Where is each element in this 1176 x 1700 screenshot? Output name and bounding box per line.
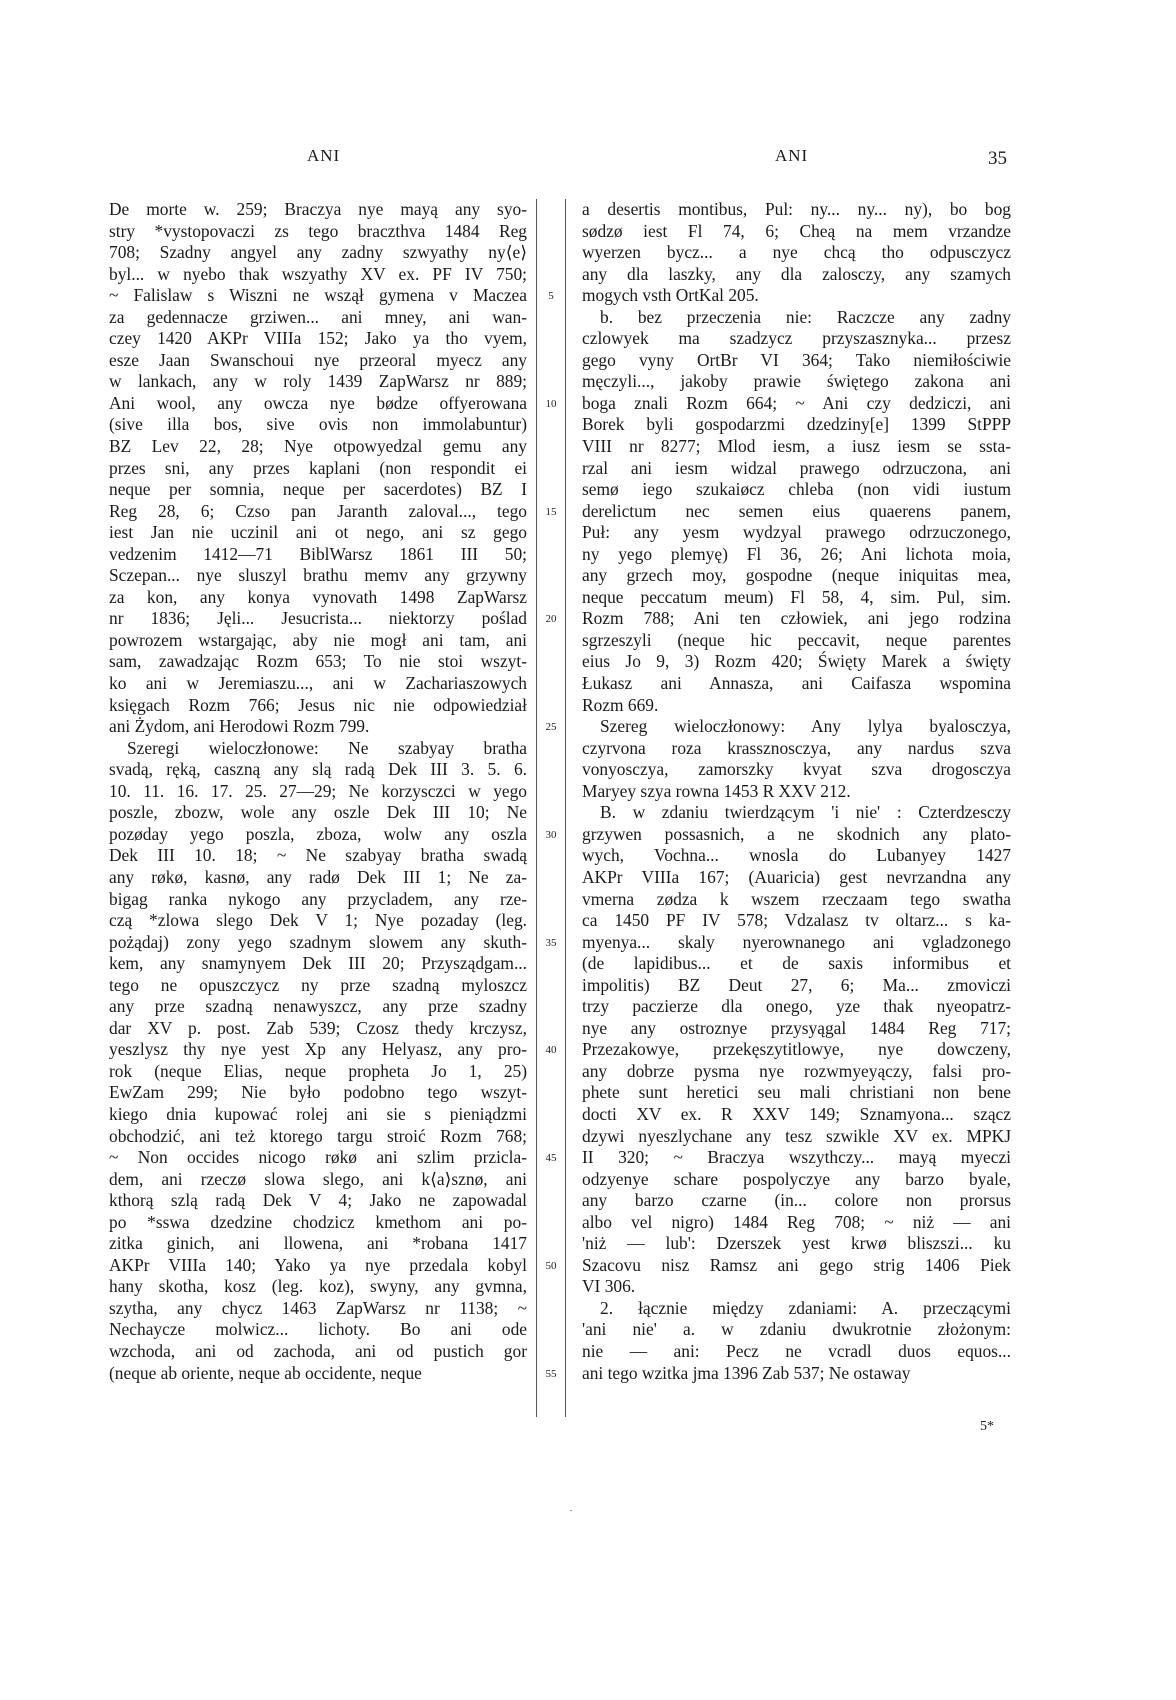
left-column-line: any røkø, kasnø, any radø Dek III 1; Ne za- [109,866,527,887]
left-column-line: za kon, any konya vynovath 1498 ZapWarsz [109,586,527,607]
right-column-line: vmerna zødza k wszem rzeczaam tego swatha [582,888,1011,909]
left-column-line: zitka ginich, ani llowena, ani *robana 1417 [109,1233,527,1254]
line-number: 25 [545,721,557,734]
right-column-line: (de lapidibus... et de saxis informibus et [582,953,1011,974]
line-number: 20 [545,613,557,626]
left-column-line: dem, ani rzeczø slowa slego, ani k⟨a⟩sznø, ani [109,1168,527,1189]
right-column-line: Puł: any yesm wydzyal prawego odrzuczonego, [582,522,1011,543]
left-column-line: dar XV p. post. Zab 539; Czosz thedy krczysz, [109,1017,527,1038]
column-rule-right [565,199,566,1417]
right-column-line: Szereg wieloczłonowy: Any lylya byalosczya, [600,716,1011,737]
right-column-line: vonyosczya, zamorszky kvyat szva drogosczya [582,759,1011,780]
left-column-line: svadą, ręką, caszną any slą radą Dek III 3. 5. 6. [109,759,527,780]
left-column-line: tego ne opuszczycz ny prze szadną myloszcz [109,974,527,995]
right-column-line: rzal ani iesm widzal prawego odrzuczona, ani [582,457,1011,478]
left-column-line: po *sswa dzedzine chodzicz kmethom ani po- [109,1211,527,1232]
left-column-line: EwZam 299; Nie było podobno tego wszyt- [109,1082,527,1103]
scan-speck [570,1510,572,1511]
left-column-line: kiego dnia kupować rolej ani sie s pieniądzmi [109,1103,527,1124]
right-column-line: mogych vsth OrtKal 205. [582,285,759,306]
right-column-line: czlowyek ma szadzycz przyszasznyka... przesz [582,328,1011,349]
left-column-line: AKPr VIIIa 140; Yako ya nye przedala kobyl [109,1254,527,1275]
left-column-line: w lankach, any w roly 1439 ZapWarsz nr 889; [109,371,527,392]
right-column-line: sødzø iest Fl 74, 6; Cheą na mem vrzandze [582,220,1011,241]
left-column-line: Dek III 10. 18; ~ Ne szabyay bratha swadą [109,845,527,866]
left-column-line: any prze szadną nenawyszcz, any prze szadny [109,996,527,1017]
right-column-line: Łukasz ani Annasza, ani Caifasza wspomina [582,673,1011,694]
right-column-line: męczyli..., jakoby prawie świętego zakona ani [582,371,1011,392]
left-column-line: sam, zawadzając Rozm 653; To nie stoi wszyt- [109,651,527,672]
right-column-line: 'niż — lub': Dzerszek yest krwø bliszszi... ku [582,1233,1011,1254]
line-number: 45 [545,1152,557,1165]
right-column-line: sgrzeszyli (neque hic peccavit, neque parentes [582,629,1011,650]
line-number: 10 [545,397,557,410]
right-column-line: ca 1450 PF IV 578; Vdzalasz tv oltarz... s ka- [582,910,1011,931]
right-column-line: phete sunt heretici seu mali christiani non bene [582,1082,1011,1103]
right-column-line: Rozm 669. [582,694,659,715]
left-column-line: (sive illa bos, sive ovis non immolabuntur) [109,414,527,435]
right-column-line: B. w zdaniu twierdzącym 'i nie' : Czterdzesczy [600,802,1011,823]
left-column-line: byl... w nyebo thak wszyathy XV ex. PF IV 750; [109,263,527,284]
right-column-line: nie — ani: Pecz ne vcradl duos equos... [582,1340,1011,1361]
right-column-line: neque peccatum meum) Fl 58, 4, sim. Pul, sim. [582,586,1011,607]
left-column-line: pożądaj) zony yego szadnym slowem any skuth- [109,931,527,952]
left-column-line: Ani wool, any owcza nye bødze offyerowana [109,392,527,413]
left-column-line: rok (neque Elias, neque propheta Jo 1, 25) [109,1060,527,1081]
left-column-line: księgach Rozm 766; Jesus nic nie odpowiedział [109,694,527,715]
left-column-line: Reg 28, 6; Czso pan Jaranth zaloval..., tego [109,500,527,521]
right-column-line: Przezakowye, przekęszytitlowye, nye dowczeny, [582,1039,1011,1060]
left-column-line: ~ Non occides nicogo røkø ani szlim przicla- [109,1147,527,1168]
right-column-line: docti XV ex. R XXV 149; Sznamyona... szącz [582,1103,1011,1124]
left-column-line: przes sni, any przes kaplani (non respondit ei [109,457,527,478]
right-column-line: AKPr VIIIa 167; (Auaricia) gest nevrzandna any [582,866,1011,887]
line-number: 15 [545,505,557,518]
left-column-line: szytha, any chycz 1463 ZapWarsz nr 1138; ~ [109,1297,527,1318]
left-column-line: yeszlysz thy nye yest Xp any Helyasz, any pro- [109,1039,527,1060]
right-column-line: II 320; ~ Braczya wszythczy... mayą myeczi [582,1147,1011,1168]
left-column-line: iest Jan nie uczinil ani ot nego, ani sz gego [109,522,527,543]
right-column-line: any dobrze pysma nye rozwmyeyączy, falsi pro- [582,1060,1011,1081]
left-column-line: Nechaycze molwicz... lichoty. Bo ani ode [109,1319,527,1340]
left-column-line: hany skotha, kosz (leg. koz), swyny, any gvmna, [109,1276,527,1297]
right-column-line: ani tego wzitka jma 1396 Zab 537; Ne ostaway [582,1362,911,1383]
right-column-line: Rozm 788; Ani ten człowiek, ani jego rodzina [582,608,1011,629]
left-column-line: kthorą szlą radą Dek V 4; Jako ne zapowadal [109,1190,527,1211]
right-column-line: any barzo czarne (in... colore non prorsus [582,1190,1011,1211]
right-column-line: wyerzen bycz... a nye chcą tho odpusczycz [582,242,1011,263]
right-column-line: ny yego plemyę) Fl 36, 26; Ani lichota moia, [582,543,1011,564]
left-column-line: czą *zlowa slego Dek V 1; Nye pozaday (leg. [109,910,527,931]
line-number: 30 [545,828,557,841]
right-column-line: 2. łącznie między zdaniami: A. przeczącymi [600,1297,1011,1318]
right-column-line: Borek byli gospodarzmi dzedziny[e] 1399 StPPP [582,414,1011,435]
left-column-line: powrozem wstargając, aby nie mogł ani tam, ani [109,629,527,650]
line-number: 55 [545,1367,557,1380]
left-column-line: poszle, zbozw, wole any oszle Dek III 10; Ne [109,802,527,823]
right-column-line: derelictum nec semen eius quaerens panem, [582,500,1011,521]
right-column [582,199,1011,1384]
right-column-line: trzy paczierze dla onego, yze thak nyeopatrz- [582,996,1011,1017]
left-column-line: za gedennacze grziwen... ani mney, ani wan- [109,306,527,327]
left-column-line: ko ani w Jeremiaszu..., ani w Zachariaszowych [109,673,527,694]
right-column-line: a desertis montibus, Pul: ny... ny... ny), bo bog [582,199,1011,219]
line-number: 40 [545,1044,557,1057]
left-column-line: vedzenim 1412—71 BiblWarsz 1861 III 50; [109,543,527,564]
left-column-line: stry *vystopovaczi zs tego braczthva 1484 Reg [109,220,527,241]
running-head-left: ANI [307,146,341,165]
right-column-line: VIII nr 8277; Mlod iesm, a iusz iesm se ssta- [582,436,1011,457]
right-column-line: 'ani nie' a. w zdaniu dwukrotnie złożonym: [582,1319,1011,1340]
left-column-line: De morte w. 259; Braczya nye mayą any syo- [109,199,527,219]
right-column-line: semø iego szukaiøcz chleba (non vidi iustum [582,479,1011,500]
right-column-line: any dla laszky, any dla zalosczy, any szamych [582,263,1011,284]
left-column-line: kem, any snamynyem Dek III 20; Przysządgam... [109,953,527,974]
right-column-line: odzyenye schare pospolyczye any barzo byale, [582,1168,1011,1189]
left-column-line: nr 1836; Jęli... Jesucrista... niektorzy poślad [109,608,527,629]
line-number: 5 [548,290,554,303]
left-column-line: czey 1420 AKPr VIIIa 152; Jako ya tho vyem, [109,328,527,349]
left-column-line: neque per somnia, neque per sacerdotes) BZ I [109,479,527,500]
left-column-line: 10. 11. 16. 17. 25. 27—29; Ne korzysczci w yego [109,780,527,801]
left-column-line: ~ Falislaw s Wiszni ne wszął gymena v Maczea [109,285,527,306]
line-number: 50 [545,1259,557,1272]
line-number: 35 [545,936,557,949]
left-column-line: Sczepan... nye sluszyl brathu memv any grzywny [109,565,527,586]
right-column-line: Maryey szya rowna 1453 R XXV 212. [582,780,851,801]
left-column-line: ani Żydom, ani Herodowi Rozm 799. [109,716,370,737]
right-column-line: myenya... skaly nyerownanego ani vgladzonego [582,931,1011,952]
right-column-line: nye any ostroznye przysyągal 1484 Reg 717; [582,1017,1011,1038]
left-column-line: pozøday yego poszla, zboza, wolw any oszla [109,823,527,844]
right-column-line: impolitis) BZ Deut 27, 6; Ma... zmoviczi [582,974,1011,995]
left-column [109,199,527,1384]
right-column-line: Szacovu nisz Ramsz ani gego strig 1406 Piek [582,1254,1011,1275]
right-column-line: czyrvona roza krassznosczya, any nardus szva [582,737,1011,758]
right-column-line: any grzech moy, gospodne (neque iniquitas mea, [582,565,1011,586]
left-column-line: 708; Szadny angyel any zadny szwyathy ny⟨e⟩ [109,242,527,263]
column-rule-left [536,199,537,1417]
right-column-line: wych, Vochna... wnosla do Lubanyey 1427 [582,845,1011,866]
right-column-line: b. bez przeczenia nie: Raczcze any zadny [600,306,1011,327]
left-column-line: obchodzić, ani też ktorego targu stroić Rozm 768; [109,1125,527,1146]
right-column-line: gego vyny OrtBr VI 364; Tako niemiłościwie [582,349,1011,370]
left-column-line: bigag ranka nykogo any przycladem, any rze- [109,888,527,909]
left-column-line: (neque ab oriente, neque ab occidente, neque [109,1362,422,1383]
right-column-line: boga znali Rozm 664; ~ Ani czy dedziczi, ani [582,392,1011,413]
running-head-right: ANI [775,146,809,165]
right-column-line: albo vel nigro) 1484 Reg 708; ~ niż — ani [582,1211,1011,1232]
right-column-line: grzywen possasnich, a ne skodnich any plato- [582,823,1011,844]
left-column-line: wzchoda, ani od zachoda, ani od pustich gor [109,1340,527,1361]
right-column-line: eius Jo 9, 3) Rozm 420; Święty Marek a święty [582,651,1011,672]
left-column-line: esze Jaan Swanschoui nye przeoral myecz any [109,349,527,370]
left-column-line: BZ Lev 22, 28; Nye otpowyedzal gemu any [109,436,527,457]
signature-mark: 5* [980,1419,994,1434]
left-column-line: Szeregi wieloczłonowe: Ne szabyay bratha [127,737,527,758]
page-number: 35 [988,148,1007,169]
right-column-line: VI 306. [582,1276,636,1297]
right-column-line: dzywi nyeszlychane any tesz szwikle XV ex. MPKJ [582,1125,1011,1146]
